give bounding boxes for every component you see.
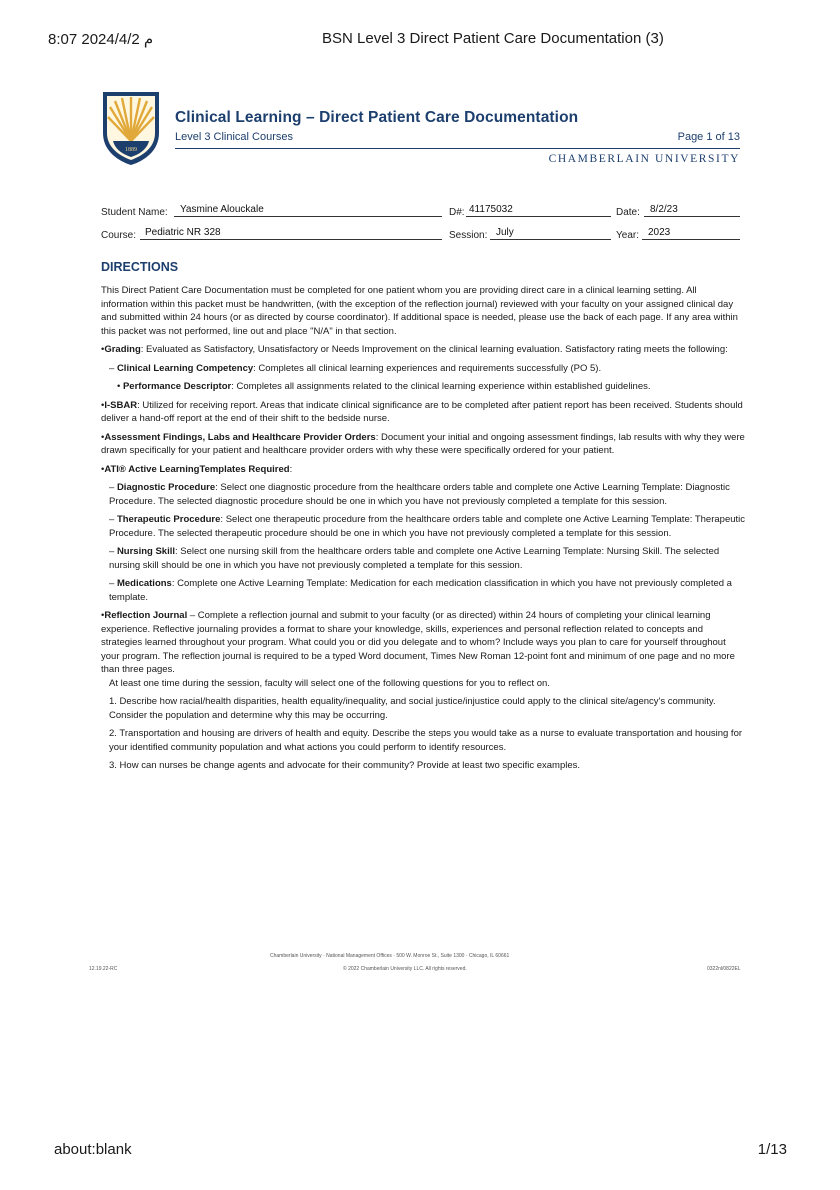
session-label: Session: bbox=[449, 230, 488, 241]
grading-text: : Evaluated as Satisfactory, Unsatisfactory or Needs Improvement on the clinical learning evaluation. Satisfactory rating meets the following: bbox=[140, 344, 728, 355]
competency-item: – Clinical Learning Competency: Completes all clinical learning experiences and requirements successfully (PO 5). bbox=[109, 362, 602, 374]
reflection-text: – Complete a reflection journal and submit to your faculty (or as directed) within 24 hours of completing your clinical learning experience. Reflective journaling provides a format to share your knowledge, skills, experiences and personal reflection related to concepts and strategies learned throughout your program. What could you or did you delegate and to whom? Include ways you plan to care for yourself throughout your program. The reflection journal is required to be a typed Word document, Times New Roman 12-point font and minimum of one page and no more than three pages. bbox=[101, 610, 735, 675]
year-label: Year: bbox=[616, 230, 639, 241]
course-field[interactable]: Pediatric NR 328 bbox=[145, 227, 221, 238]
session-line bbox=[490, 239, 611, 240]
grading-item: •Grading: Evaluated as Satisfactory, Unsatisfactory or Needs Improvement on the clinical learning evaluation. Satisfactory rating meets the following: bbox=[101, 344, 728, 355]
assessment-label: Assessment Findings, Labs and Healthcare Provider Orders bbox=[104, 431, 376, 443]
competency-text: : Completes all clinical learning experiences and requirements successfully (PO 5). bbox=[253, 362, 602, 374]
reflection-note: At least one time during the session, faculty will select one of the following questions for you to reflect on. bbox=[109, 677, 550, 689]
course-line bbox=[140, 239, 442, 240]
diagnostic-label: Diagnostic Procedure bbox=[116, 482, 216, 493]
nursing-skill-label: Nursing Skill bbox=[116, 546, 176, 557]
medications-label: Medications bbox=[116, 578, 172, 589]
header-divider bbox=[175, 148, 740, 149]
diagnostic-item: – Diagnostic Procedure: Select one diagnostic procedure from the healthcare orders table and complete one Active Learning Template: Diagnostic Procedure. The selected diagnostic procedure should be one in which you have not previously completed a template for this session. bbox=[109, 482, 730, 507]
ati-label: ATI® Active LearningTemplates Required bbox=[104, 463, 290, 475]
assessment-item: •Assessment Findings, Labs and Healthcare Provider Orders: Document your initial and ongoing assessment findings, lab results with why they were drawn specifically for your patient and healthcare provider orders with why these were specifically ordered for your patient. bbox=[101, 431, 745, 456]
logo-year: 1889 bbox=[125, 147, 137, 153]
d-number-label: D#: bbox=[449, 207, 465, 218]
directions-intro: This Direct Patient Care Documentation must be completed for one patient whom you are providing direct care in a clinical learning setting. All information within this packet must be handwritten, (with the exception of the reflection journal) reviewed with your faculty on your assigned clinical day and submitted within 24 hours (or as directed by course coordinator). If additional space is needed, please use the back of each page. If any area within this packet was not performed, line out and place "N/A" in that section. bbox=[101, 285, 738, 337]
medications-item: – Medications: Complete one Active Learning Template: Medication for each medication classification in which you have not previously completed a template. bbox=[109, 578, 732, 603]
descriptor-text: : Completes all assignments related to the clinical learning experience within established guidelines. bbox=[231, 381, 651, 392]
diagnostic-text: : Select one diagnostic procedure from the healthcare orders table and complete one Active Learning Template: Diagnostic Procedure. The selected diagnostic procedure should be one in which you have not previously completed a template for this session. bbox=[109, 482, 730, 507]
isbar-item: •I-SBAR: Utilized for receiving report. Areas that indicate clinical significance are to be completed after patient report has been received. Students should deliver a hand-off report at the end of their shift to the bedside nurse. bbox=[101, 399, 743, 424]
footer-copyright: © 2022 Chamberlain University LLC. All rights reserved. bbox=[343, 966, 467, 972]
directions-body bbox=[101, 284, 746, 773]
descriptor-item: • Performance Descriptor: Completes all assignments related to the clinical learning experience within established guidelines. bbox=[117, 381, 651, 392]
d-number-line bbox=[466, 216, 611, 217]
nursing-skill-item: – Nursing Skill: Select one nursing skill from the healthcare orders table and complete one Active Learning Template: Nursing Skill. The selected nursing skill should be one in which you have not previously completed a template for this session. bbox=[109, 546, 720, 571]
document-subtitle: Level 3 Clinical Courses bbox=[175, 131, 293, 143]
therapeutic-text: : Select one therapeutic procedure from the healthcare orders table and complete one Active Learning Template: Therapeutic Procedure. The selected therapeutic procedure should be one in which you have not previously completed a template for this session. bbox=[109, 514, 746, 539]
chamberlain-shield-logo bbox=[100, 89, 162, 167]
therapeutic-label: Therapeutic Procedure bbox=[116, 514, 221, 525]
isbar-label: I-SBAR bbox=[104, 399, 138, 411]
university-name: CHAMBERLAIN UNIVERSITY bbox=[548, 153, 740, 165]
reflection-item: •Reflection Journal – Complete a reflection journal and submit to your faculty (or as directed) within 24 hours of completing your clinical learning experience. Reflective journaling provides a format to share your knowledge, skills, experiences and personal reflection related to concepts and strategies learned throughout your program. What could you or did you delegate and to whom? Include ways you plan to care for yourself throughout your program. The reflection journal is required to be a typed Word document, Times New Roman 12-point font and minimum of one page and no more than three pages. bbox=[101, 610, 735, 675]
ati-item: •ATI® Active LearningTemplates Required: bbox=[101, 463, 293, 475]
grading-label: Grading bbox=[104, 344, 141, 355]
student-name-label: Student Name: bbox=[101, 207, 168, 218]
year-line bbox=[642, 239, 740, 240]
directions-heading: DIRECTIONS bbox=[101, 260, 179, 274]
footer-left-code: 12.19.22-RC bbox=[89, 966, 118, 972]
assessment-text: : Document your initial and ongoing assessment findings, lab results with why they were drawn specifically for your patient and healthcare provider orders with why these were specifically ordered for your patient. bbox=[101, 431, 745, 456]
reflection-question-2: 2. Transportation and housing are drivers of health and equity. Describe the steps you would take as a nurse to evaluate transportation and housing for your identified community population and what actions you could perform to identify resources. bbox=[109, 728, 743, 753]
footer-address: Chamberlain University · National Management Offices · 500 W. Monroe St., Suite 1300 · Chicago, IL 60661 bbox=[270, 953, 510, 959]
student-name-line bbox=[174, 216, 442, 217]
date-line bbox=[644, 216, 740, 217]
print-datetime: 8:07 2024/4/2 م bbox=[48, 31, 154, 48]
therapeutic-item: – Therapeutic Procedure: Select one therapeutic procedure from the healthcare orders table and complete one Active Learning Template: Therapeutic Procedure. The selected therapeutic procedure should be one in which you have not previously completed a template for this session. bbox=[109, 514, 746, 539]
nursing-skill-text: : Select one nursing skill from the healthcare orders table and complete one Active Learning Template: Nursing Skill. The selected nursing skill should be one in which you have not previously completed a template for this session. bbox=[109, 546, 720, 571]
reflection-label: Reflection Journal bbox=[104, 610, 188, 621]
print-page-count: 1/13 bbox=[757, 1141, 787, 1158]
ati-text: : bbox=[289, 463, 293, 475]
document-page-number: Page 1 of 13 bbox=[677, 131, 740, 143]
year-field[interactable]: 2023 bbox=[648, 227, 671, 238]
isbar-text: : Utilized for receiving report. Areas that indicate clinical significance are to be completed after patient report has been received. Students should deliver a hand-off report at the end of their shift to the bedside nurse. bbox=[101, 399, 743, 424]
student-name-field[interactable]: Yasmine Alouckale bbox=[180, 204, 264, 215]
date-label: Date: bbox=[616, 207, 640, 218]
competency-label: Clinical Learning Competency bbox=[116, 362, 254, 374]
reflection-question-1: 1. Describe how racial/health disparities, health equality/inequality, and social justice/injustice could apply to the clinical site/agency's community. Consider the population and determine why this may be occurring. bbox=[109, 696, 716, 721]
document-title: Clinical Learning – Direct Patient Care Documentation bbox=[175, 109, 579, 126]
print-url: about:blank bbox=[54, 1141, 132, 1158]
print-header bbox=[0, 30, 840, 50]
reflection-question-3: 3. How can nurses be change agents and advocate for their community? Provide at least two specific examples. bbox=[109, 760, 581, 771]
date-field[interactable]: 8/2/23 bbox=[650, 204, 678, 215]
print-title: BSN Level 3 Direct Patient Care Documentation (3) bbox=[322, 30, 664, 47]
course-label: Course: bbox=[101, 230, 137, 241]
session-field[interactable]: July bbox=[496, 227, 514, 238]
footer-right-code: 0322nl/0822EL bbox=[707, 966, 741, 972]
descriptor-label: Performance Descriptor bbox=[122, 381, 232, 392]
medications-text: : Complete one Active Learning Template: Medication for each medication classification in which you have not previously completed a template. bbox=[109, 578, 732, 603]
d-number-field[interactable]: 41175032 bbox=[469, 204, 513, 215]
